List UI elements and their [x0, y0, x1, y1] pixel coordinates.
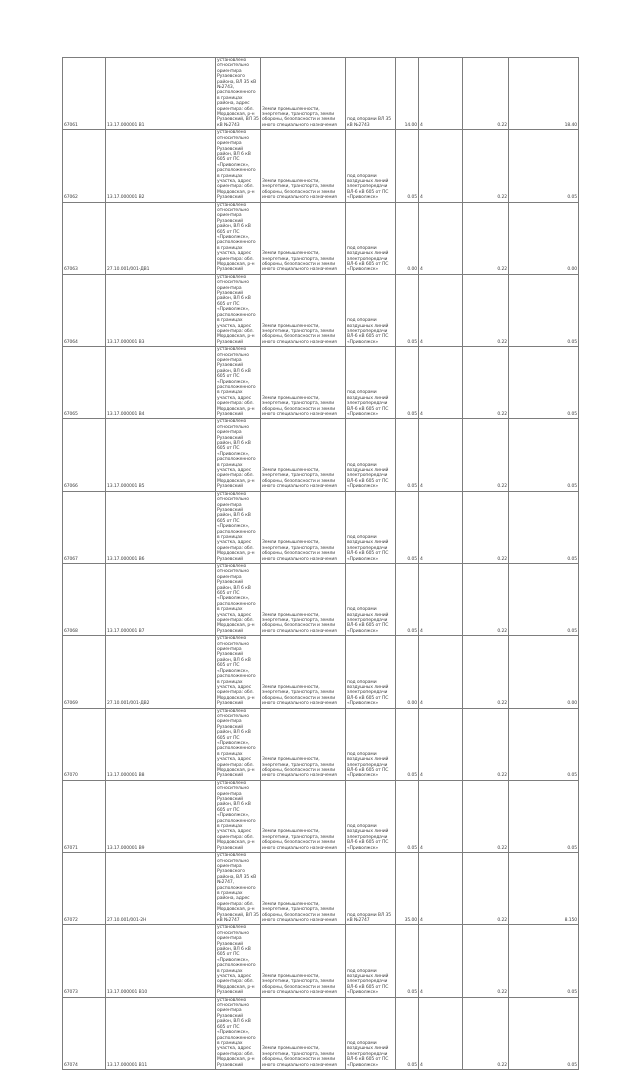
cell-row-id: 67074: [63, 997, 106, 1069]
cell-part-number: 27.10.001/001-ДВ2: [106, 636, 216, 708]
cell-row-id: 67071: [63, 780, 106, 852]
cell-part-number: 13.17.000001 В8: [106, 708, 216, 780]
cell-part-number: 13.17.000001 В2: [106, 130, 216, 202]
cell-area-total: 0.05: [509, 997, 579, 1069]
cell-area-under: 0.05: [396, 925, 419, 997]
table-row: [63, 636, 579, 708]
cell-coeff: 0.22: [463, 419, 509, 491]
cell-area-total: 0.00: [509, 636, 579, 708]
cell-coeff: 0.22: [463, 708, 509, 780]
cell-code: 4: [419, 636, 463, 708]
cell-code: 4: [419, 419, 463, 491]
cell-location: установлено относительно ориентира Рузаевский район, ВЛ 6 кВ 605 от ПС «Приволжск», расположенного в границах участка, адрес ориентира: обл. Мордовская, р-н Рузаевский: [216, 491, 261, 563]
cell-land-category: Земли промышленности, энергетики, транспорта, земли обороны, безопасности и земли иного специального назначения: [261, 780, 346, 852]
table-row: [63, 347, 579, 419]
cell-coeff: 0.22: [463, 780, 509, 852]
cell-land-category: Земли промышленности, энергетики, транспорта, земли обороны, безопасности и земли иного специального назначения: [261, 274, 346, 346]
cell-code: 4: [419, 130, 463, 202]
table-row: [63, 274, 579, 346]
cell-location: установлено относительно ориентира Рузаевский район, ВЛ 6 кВ 605 от ПС «Приволжск», расположенного в границах участка, адрес ориентира: обл. Мордовская, р-н Рузаевский: [216, 636, 261, 708]
cell-area-total: 8.150: [509, 853, 579, 925]
cell-land-category: Земли промышленности, энергетики, транспорта, земли обороны, безопасности и земли иного специального назначения: [261, 853, 346, 925]
cell-location: установлено относительно ориентира Рузаевского района, ВЛ 35 кВ №2743, расположенного в границах района, адрес ориентира: обл. Мордовская, р-н Рузаевский, ВЛ 35 кВ №2743: [217, 58, 259, 128]
cell-restriction: под опорами воздушных линий электропередачи ВЛ-6 кВ 605 от ПС «Приволжск»: [346, 780, 396, 852]
cell-area-under: 0.00: [396, 202, 419, 274]
cell-area-total: 0.05: [509, 925, 579, 997]
cell-part-number: 27.10.001/001-ДВ1: [106, 202, 216, 274]
cell-location: установлено относительно ориентира Рузаевский район, ВЛ 6 кВ 605 от ПС «Приволжск», расположенного в границах участка, адрес ориентира: обл. Мордовская, р-н Рузаевский: [216, 130, 261, 202]
cell-row-id: 67072: [63, 853, 106, 925]
table-row: [63, 997, 579, 1069]
table-row: [63, 419, 579, 491]
cell-restriction: под опорами воздушных линий электропередачи ВЛ-6 кВ 605 от ПС «Приволжск»: [346, 419, 396, 491]
table-row: [63, 853, 579, 925]
cell-part-number: 13.17.000001 В7: [106, 563, 216, 635]
cell-code: 4: [419, 202, 463, 274]
cell-restriction: под опорами ВЛ 35 кВ №2743: [346, 58, 396, 130]
cell-restriction: под опорами ВЛ 35 кВ №2747: [346, 853, 396, 925]
table-row: [63, 780, 579, 852]
cell-restriction: под опорами воздушных линий электропередачи ВЛ-6 кВ 605 от ПС «Приволжск»: [346, 997, 396, 1069]
cell-coeff: 0.22: [463, 563, 509, 635]
cell-land-category: Земли промышленности, энергетики, транспорта, земли обороны, безопасности и земли иного специального назначения: [261, 202, 346, 274]
cell-row-id: 67070: [63, 708, 106, 780]
cell-location: установлено относительно ориентира Рузаевский район, ВЛ 6 кВ 605 от ПС «Приволжск», расположенного в границах участка, адрес ориентира: обл. Мордовская, р-н Рузаевский: [216, 274, 261, 346]
cell-restriction: под опорами воздушных линий электропередачи ВЛ-6 кВ 605 от ПС «Приволжск»: [346, 274, 396, 346]
cell-location: установлено относительно ориентира Рузаевский район, ВЛ 6 кВ 605 от ПС «Приволжск», расположенного в границах участка, адрес ориентира: обл. Мордовская, р-н Рузаевский: [216, 780, 261, 852]
cell-row-id: 67065: [63, 347, 106, 419]
cell-location: установлено относительно ориентира Рузаевский район, ВЛ 6 кВ 605 от ПС «Приволжск», расположенного в границах участка, адрес ориентира: обл. Мордовская, р-н Рузаевский: [216, 925, 261, 997]
cell-land-category: Земли промышленности, энергетики, транспорта, земли обороны, безопасности и земли иного специального назначения: [261, 636, 346, 708]
table-row: [63, 708, 579, 780]
cell-restriction: под опорами воздушных линий электропередачи ВЛ-6 кВ 605 от ПС «Приволжск»: [346, 925, 396, 997]
cell-land-category: Земли промышленности, энергетики, транспорта, земли обороны, безопасности и земли иного специального назначения: [261, 708, 346, 780]
cell-code: 4: [419, 491, 463, 563]
cell-part-number: 13.17.000001 В6: [106, 491, 216, 563]
cell-area-total: 0.05: [509, 130, 579, 202]
cell-row-id: 67073: [63, 925, 106, 997]
cell-area-total: 0.05: [509, 419, 579, 491]
cell-row-id: 67064: [63, 274, 106, 346]
cell-area-under: 0.05: [396, 347, 419, 419]
cell-code: 4: [419, 563, 463, 635]
cell-restriction: под опорами воздушных линий электропередачи ВЛ-6 кВ 605 от ПС «Приволжск»: [346, 563, 396, 635]
cell-coeff: 0.22: [463, 347, 509, 419]
cell-area-total: 0.05: [509, 780, 579, 852]
table-row: [63, 130, 579, 202]
cell-coeff: 0.22: [463, 202, 509, 274]
cell-restriction: под опорами воздушных линий электропередачи ВЛ-6 кВ 605 от ПС «Приволжск»: [346, 636, 396, 708]
cell-area-under: 35.00: [396, 853, 419, 925]
cell-area-total: 18.40: [509, 58, 579, 130]
cell-coeff: 0.22: [463, 853, 509, 925]
cell-land-category: Земли промышленности, энергетики, транспорта, земли обороны, безопасности и земли иного специального назначения: [261, 347, 346, 419]
cell-area-under: 14.00: [396, 58, 419, 130]
cell-part-number: 13.17.000001 В4: [106, 347, 216, 419]
cell-location: установлено относительно ориентира Рузаевский район, ВЛ 6 кВ 605 от ПС «Приволжск», расположенного в границах участка, адрес ориентира: обл. Мордовская, р-н Рузаевский: [216, 563, 261, 635]
cell-area-under: 0.05: [396, 780, 419, 852]
cell-row-id: 67063: [63, 202, 106, 274]
cell-coeff: 0.22: [463, 274, 509, 346]
cell-restriction: под опорами воздушных линий электропередачи ВЛ-6 кВ 605 от ПС «Приволжск»: [346, 130, 396, 202]
cell-part-number: 13.17.000001 В1: [106, 58, 216, 130]
cell-location: установлено относительно ориентира Рузаевский район, ВЛ 6 кВ 605 от ПС «Приволжск», расположенного в границах участка, адрес ориентира: обл. Мордовская, р-н Рузаевский: [216, 419, 261, 491]
table-row: [63, 58, 579, 130]
cell-location: установлено относительно ориентира Рузаевский район, ВЛ 6 кВ 605 от ПС «Приволжск», расположенного в границах участка, адрес ориентира: обл. Мордовская, р-н Рузаевский: [216, 997, 261, 1069]
cell-area-under: 0.05: [396, 491, 419, 563]
cell-row-id: 67068: [63, 563, 106, 635]
cell-part-number: 13.17.000001 В11: [106, 997, 216, 1069]
cell-area-under: 0.00: [396, 636, 419, 708]
cell-code: 4: [419, 780, 463, 852]
cell-code: 4: [419, 708, 463, 780]
table-row: [63, 491, 579, 563]
cell-part-number: 27.10.001/001-2Н: [106, 853, 216, 925]
cell-coeff: 0.22: [463, 491, 509, 563]
cell-part-number: 13.17.000001 В10: [106, 925, 216, 997]
cell-land-category: Земли промышленности, энергетики, транспорта, земли обороны, безопасности и земли иного специального назначения: [261, 997, 346, 1069]
cell-coeff: 0.22: [463, 58, 509, 130]
cell-location: установлено относительно ориентира Рузаевский район, ВЛ 6 кВ 605 от ПС «Приволжск», расположенного в границах участка, адрес ориентира: обл. Мордовская, р-н Рузаевский: [216, 347, 261, 419]
cell-area-under: 0.05: [396, 563, 419, 635]
cell-code: 4: [419, 347, 463, 419]
cell-area-total: 0.05: [509, 563, 579, 635]
cell-part-number: 13.17.000001 В3: [106, 274, 216, 346]
cell-land-category: Земли промышленности, энергетики, транспорта, земли обороны, безопасности и земли иного специального назначения: [261, 925, 346, 997]
cell-area-under: 0.05: [396, 997, 419, 1069]
table-row: [63, 925, 579, 997]
cell-code: 4: [419, 997, 463, 1069]
cell-area-total: 0.05: [509, 347, 579, 419]
cell-coeff: 0.22: [463, 636, 509, 708]
cell-land-category: Земли промышленности, энергетики, транспорта, земли обороны, безопасности и земли иного специального назначения: [261, 563, 346, 635]
cell-area-under: 0.05: [396, 130, 419, 202]
cell-area-under: 0.05: [396, 708, 419, 780]
cell-coeff: 0.22: [463, 130, 509, 202]
cell-row-id: 67066: [63, 419, 106, 491]
cell-area-total: 0.05: [509, 274, 579, 346]
cell-area-under: 0.05: [396, 274, 419, 346]
cell-restriction: под опорами воздушных линий электропередачи ВЛ-6 кВ 605 от ПС «Приволжск»: [346, 347, 396, 419]
cell-coeff: 0.22: [463, 997, 509, 1069]
table-row: [63, 202, 579, 274]
cell-part-number: 13.17.000001 В9: [106, 780, 216, 852]
cell-row-id: 67067: [63, 491, 106, 563]
cell-row-id: 67061: [63, 58, 106, 130]
cell-area-under: 0.05: [396, 419, 419, 491]
cell-location: установлено относительно ориентира Рузаевский район, ВЛ 6 кВ 605 от ПС «Приволжск», расположенного в границах участка, адрес ориентира: обл. Мордовская, р-н Рузаевский: [216, 202, 261, 274]
cell-land-category: Земли промышленности, энергетики, транспорта, земли обороны, безопасности и земли иного специального назначения: [261, 419, 346, 491]
parcels-table: [62, 57, 579, 1070]
cell-restriction: под опорами воздушных линий электропередачи ВЛ-6 кВ 605 от ПС «Приволжск»: [346, 491, 396, 563]
cell-coeff: 0.22: [463, 925, 509, 997]
cell-area-total: 0.05: [509, 708, 579, 780]
table-body: [63, 58, 579, 1070]
cell-row-id: 67069: [63, 636, 106, 708]
table-row: [63, 563, 579, 635]
cell-land-category: Земли промышленности, энергетики, транспорта, земли обороны, безопасности и земли иного специального назначения: [261, 491, 346, 563]
cell-area-total: 0.05: [509, 491, 579, 563]
cell-location: установлено относительно ориентира Рузаевский район, ВЛ 6 кВ 605 от ПС «Приволжск», расположенного в границах участка, адрес ориентира: обл. Мордовская, р-н Рузаевский: [216, 708, 261, 780]
cell-restriction: под опорами воздушных линий электропередачи ВЛ-6 кВ 605 от ПС «Приволжск»: [346, 202, 396, 274]
cell-restriction: под опорами воздушных линий электропередачи ВЛ-6 кВ 605 от ПС «Приволжск»: [346, 708, 396, 780]
cell-land-category: Земли промышленности, энергетики, транспорта, земли обороны, безопасности и земли иного специального назначения: [261, 130, 346, 202]
cell-code: 4: [419, 853, 463, 925]
cell-land-category: Земли промышленности, энергетики, транспорта, земли обороны, безопасности и земли иного специального назначения: [261, 58, 346, 130]
cell-location: установлено относительно ориентира Рузаевского района, ВЛ 35 кВ №2747, расположенного в границах района, адрес ориентира: обл. Мордовская, р-н Рузаевский, ВЛ 35 кВ №2747: [217, 853, 259, 923]
cell-code: 4: [419, 925, 463, 997]
cell-row-id: 67062: [63, 130, 106, 202]
cell-code: 4: [419, 58, 463, 130]
cell-part-number: 13.17.000001 В5: [106, 419, 216, 491]
cell-code: 4: [419, 274, 463, 346]
cell-area-total: 0.00: [509, 202, 579, 274]
